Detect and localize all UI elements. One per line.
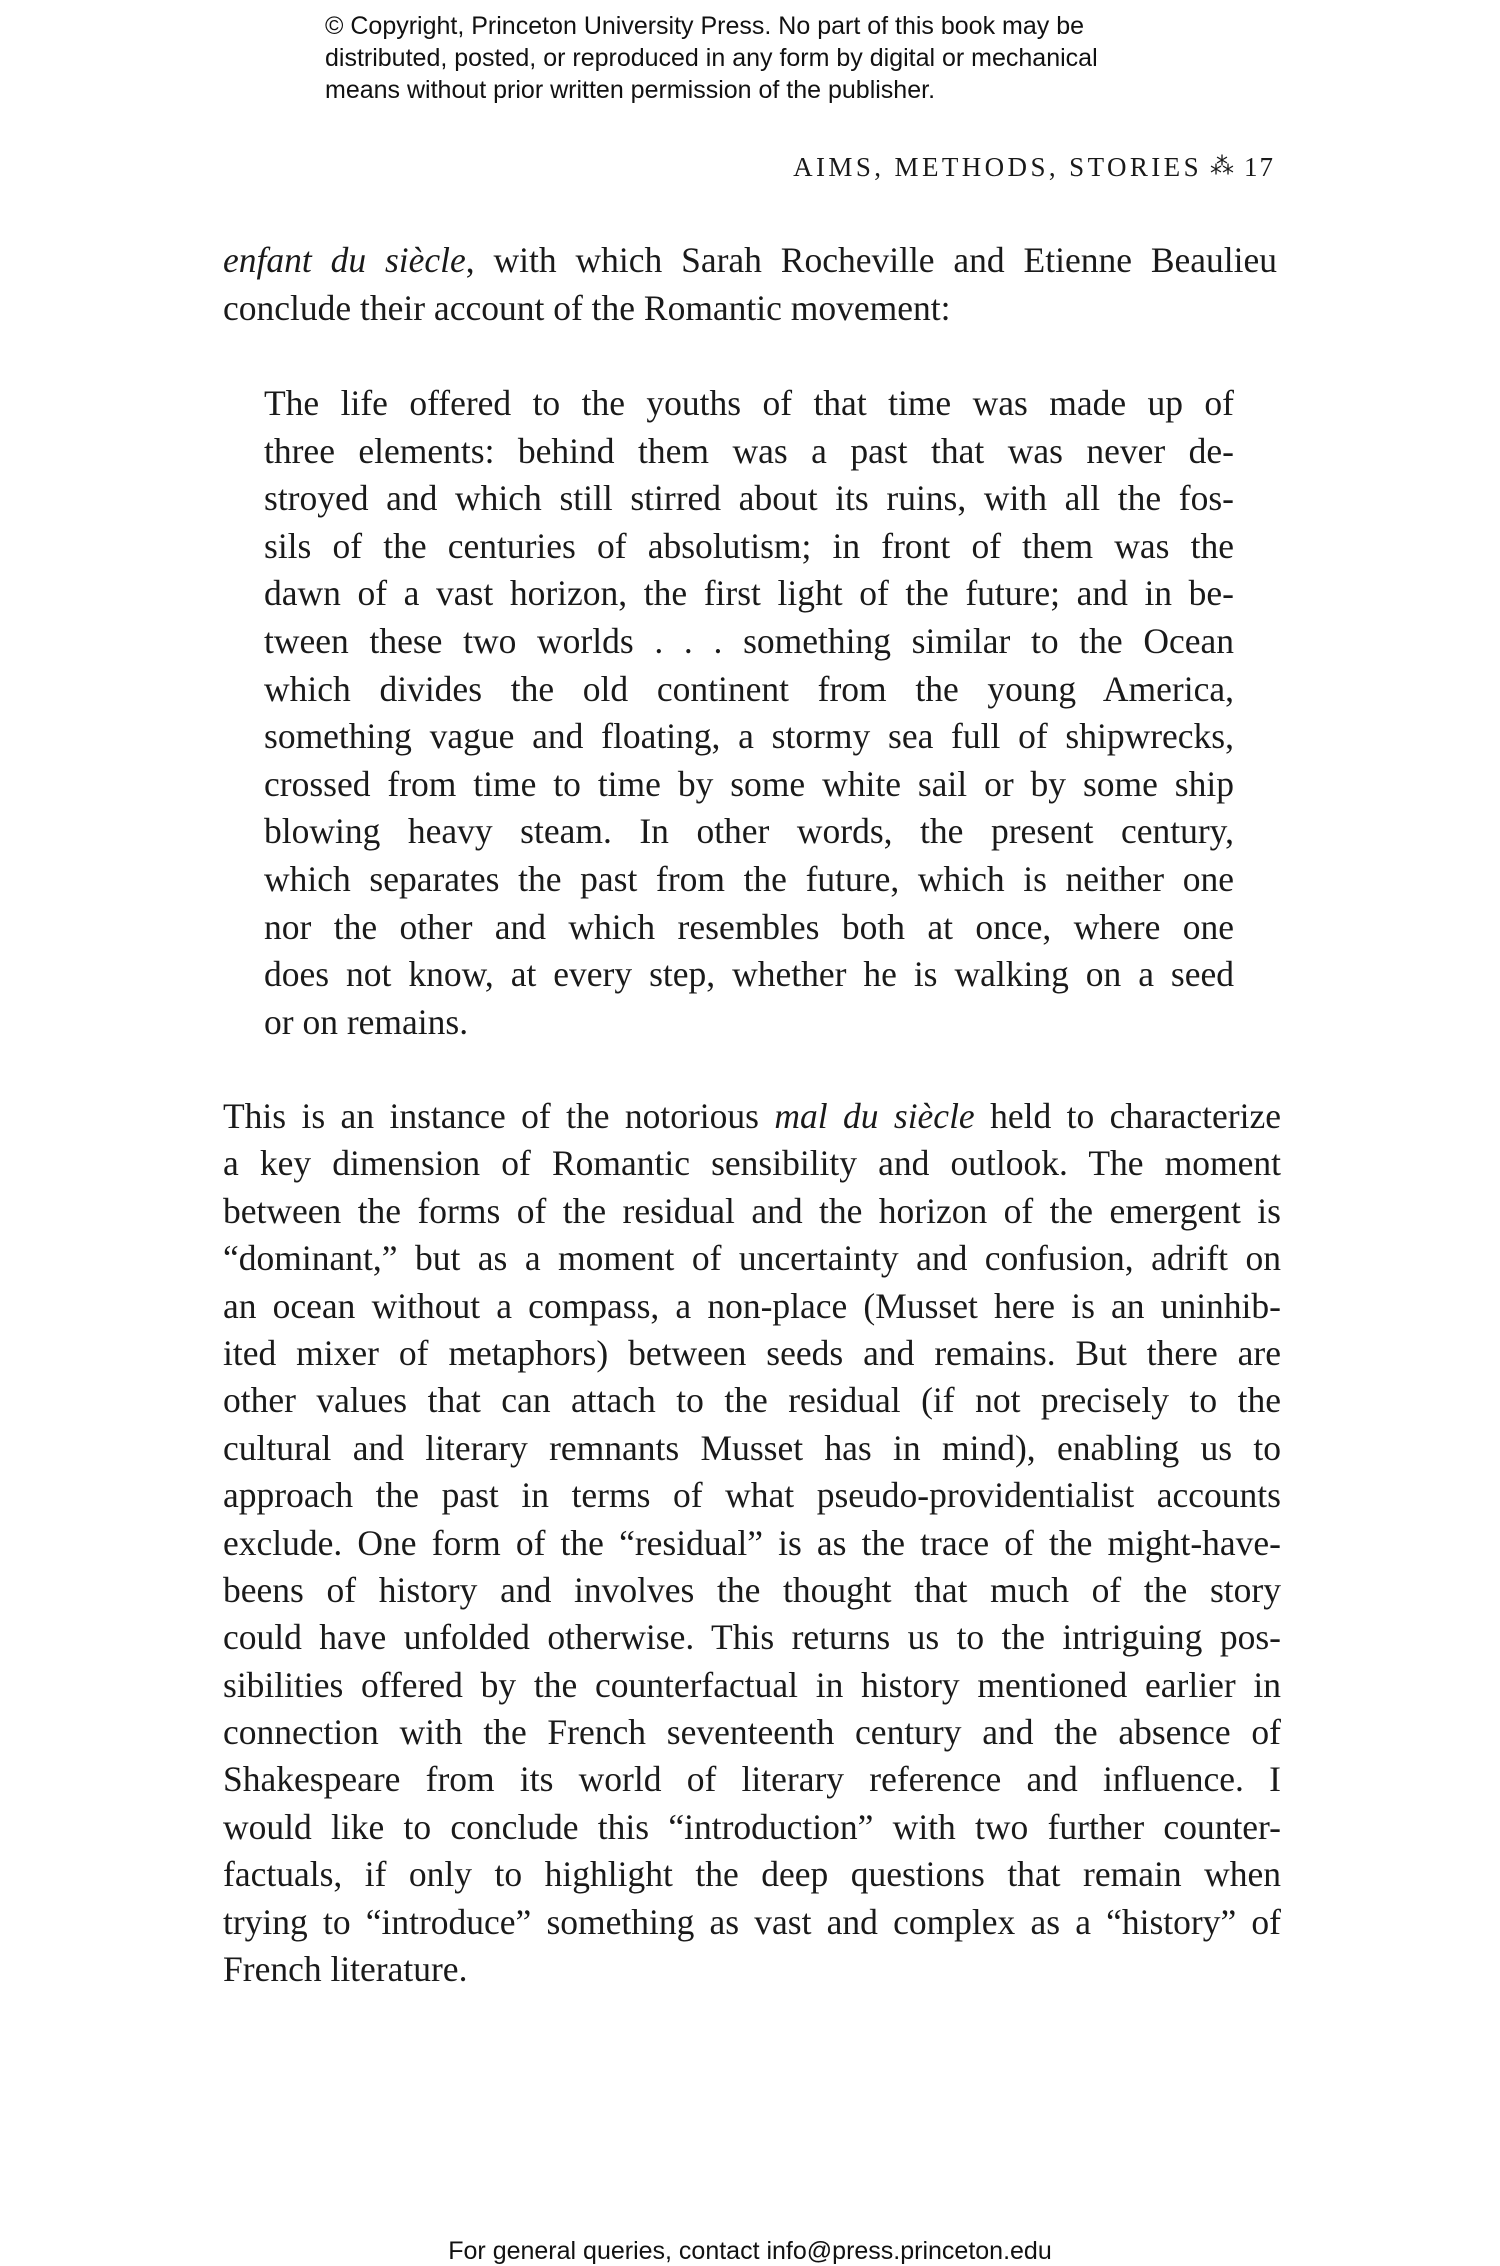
copyright-notice	[325, 10, 1225, 106]
text-run: held to characterize	[974, 1096, 1282, 1136]
main-paragraph	[223, 1093, 1281, 1993]
quote-line: nor the other and which resembles both at once, where one	[264, 906, 1234, 947]
text-line: Shakespeare from its world of literary reference and influence. I	[223, 1759, 1281, 1800]
quote-line: stroyed and which still stirred about its ruins, with all the fos-	[264, 478, 1234, 519]
text-line: sibilities offered by the counterfactual in history mentioned earlier in	[223, 1664, 1281, 1705]
text-line	[223, 1093, 1281, 1140]
text-line	[223, 237, 1277, 285]
running-head-title: AIMS, METHODS, STORIES	[793, 152, 1202, 182]
quote-line: does not know, at every step, whether he is walking on a seed	[264, 954, 1234, 995]
text-line: factuals, if only to highlight the deep questions that remain when	[223, 1854, 1281, 1895]
text-line: would like to conclude this “introduction” with two further counter-	[223, 1806, 1281, 1847]
page-number: 17	[1244, 152, 1275, 182]
copyright-line: © Copyright, Princeton University Press. No part of this book may be	[325, 12, 1085, 40]
block-quote	[264, 380, 1234, 1046]
text-line: cultural and literary remnants Musset has in mind), enabling us to	[223, 1427, 1281, 1468]
quote-line: which divides the old continent from the young America,	[264, 668, 1234, 709]
quote-line: crossed from time to time by some white sail or by some ship	[264, 763, 1234, 804]
footer-contact: For general queries, contact info@press.princeton.edu	[448, 2237, 1052, 2265]
text-line: conclude their account of the Romantic movement:	[223, 287, 951, 328]
opening-paragraph	[223, 237, 1277, 332]
quote-line: dawn of a vast horizon, the first light of the future; and in be-	[264, 573, 1234, 614]
text-line: a key dimension of Romantic sensibility and outlook. The moment	[223, 1143, 1281, 1184]
quote-line: or on remains.	[264, 1001, 469, 1042]
text-line: connection with the French seventeenth century and the absence of	[223, 1712, 1281, 1753]
quote-line: blowing heavy steam. In other words, the present century,	[264, 811, 1234, 852]
quote-line: which separates the past from the future, which is neither one	[264, 858, 1234, 899]
running-head	[793, 152, 1275, 183]
text-line: approach the past in terms of what pseudo-providentialist accounts	[223, 1475, 1281, 1516]
text-line: other values that can attach to the residual (if not precisely to the	[223, 1380, 1281, 1421]
quote-line: three elements: behind them was a past that was never de-	[264, 430, 1234, 471]
copyright-line: means without prior written permission of the publisher.	[325, 76, 936, 104]
text-run: This is an instance of the notorious	[223, 1096, 775, 1136]
copyright-line: distributed, posted, or reproduced in any form by digital or mechanical	[325, 44, 1098, 72]
asterism-ornament-icon: ⁂	[1210, 154, 1234, 180]
text-line: exclude. One form of the “residual” is as the trace of the might-have-	[223, 1522, 1281, 1563]
text-line: could have unfolded otherwise. This returns us to the intriguing pos-	[223, 1617, 1281, 1658]
quote-line: The life offered to the youths of that time was made up of	[264, 383, 1234, 423]
text-line: beens of history and involves the thought that much of the story	[223, 1569, 1281, 1610]
text-line: between the forms of the residual and the horizon of the emergent is	[223, 1190, 1281, 1231]
quote-line: something vague and floating, a stormy sea full of shipwrecks,	[264, 716, 1234, 757]
text-line: trying to “introduce” something as vast and complex as a “history” of	[223, 1901, 1281, 1942]
text-line: ited mixer of metaphors) between seeds and remains. But there are	[223, 1332, 1281, 1373]
italic-phrase: enfant du siècle	[223, 240, 466, 280]
quote-line: sils of the centuries of absolutism; in front of them was the	[264, 525, 1234, 566]
quote-line: tween these two worlds . . . something similar to the Ocean	[264, 620, 1234, 661]
text-line: French literature.	[223, 1949, 468, 1990]
italic-phrase: mal du siècle	[774, 1096, 975, 1136]
text-line: an ocean without a compass, a non-place (Musset here is an uninhib-	[223, 1285, 1281, 1326]
text-run: , with which Sarah Rocheville and Etienne Beaulieu	[465, 240, 1277, 280]
text-line: “dominant,” but as a moment of uncertainty and confusion, adrift on	[223, 1238, 1281, 1279]
